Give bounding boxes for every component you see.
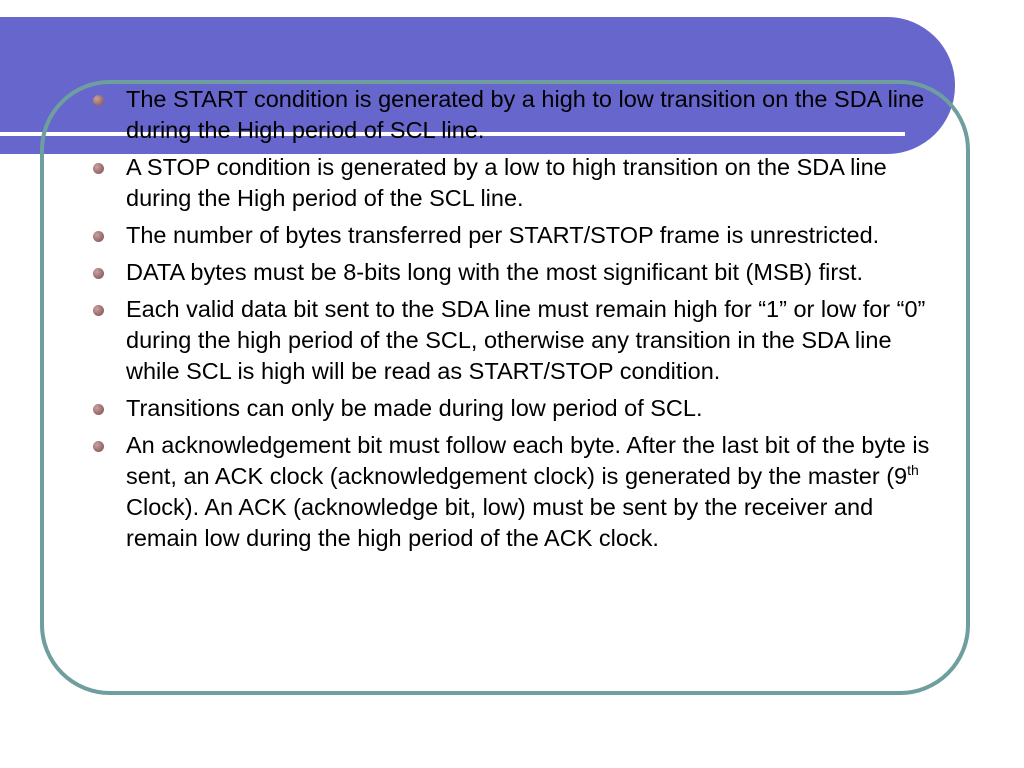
- bullet-icon: [93, 441, 104, 452]
- bullet-icon: [93, 95, 104, 106]
- bullet-item: [88, 220, 948, 251]
- bullet-icon: [93, 268, 104, 279]
- ordinal-superscript: th: [907, 462, 919, 479]
- bullet-item: [88, 294, 948, 387]
- bullet-item: [88, 152, 948, 214]
- bullet-text: Transitions can only be made during low period of SCL.: [126, 395, 703, 421]
- bullet-list: [88, 84, 948, 560]
- bullet-item: [88, 393, 948, 424]
- bullet-icon: [93, 305, 104, 316]
- bullet-text-after: Clock). An ACK (acknowledge bit, low) must be sent by the receiver and remain low during the high period of the ACK clock.: [126, 494, 874, 551]
- bullet-icon: [93, 404, 104, 415]
- bullet-text: The START condition is generated by a high to low transition on the SDA line during the High period of SCL line.: [126, 86, 925, 143]
- bullet-item: [88, 430, 948, 554]
- bullet-icon: [93, 163, 104, 174]
- bullet-icon: [93, 231, 104, 242]
- bullet-text: A STOP condition is generated by a low to high transition on the SDA line during the High period of the SCL line.: [126, 154, 887, 211]
- bullet-item: [88, 257, 948, 288]
- bullet-text: DATA bytes must be 8-bits long with the most significant bit (MSB) first.: [126, 259, 864, 285]
- bullet-text: The number of bytes transferred per START/STOP frame is unrestricted.: [126, 222, 880, 248]
- bullet-text: Each valid data bit sent to the SDA line must remain high for “1” or low for “0” during the high period of the SCL, otherwise any transition in the SDA line while SCL is high will be read as START/STOP condition.: [126, 296, 926, 384]
- bullet-text-before: An acknowledgement bit must follow each byte. After the last bit of the byte is sent, an ACK clock (acknowledgement clock) is generated by the master (9: [126, 432, 930, 489]
- bullet-item: [88, 84, 948, 146]
